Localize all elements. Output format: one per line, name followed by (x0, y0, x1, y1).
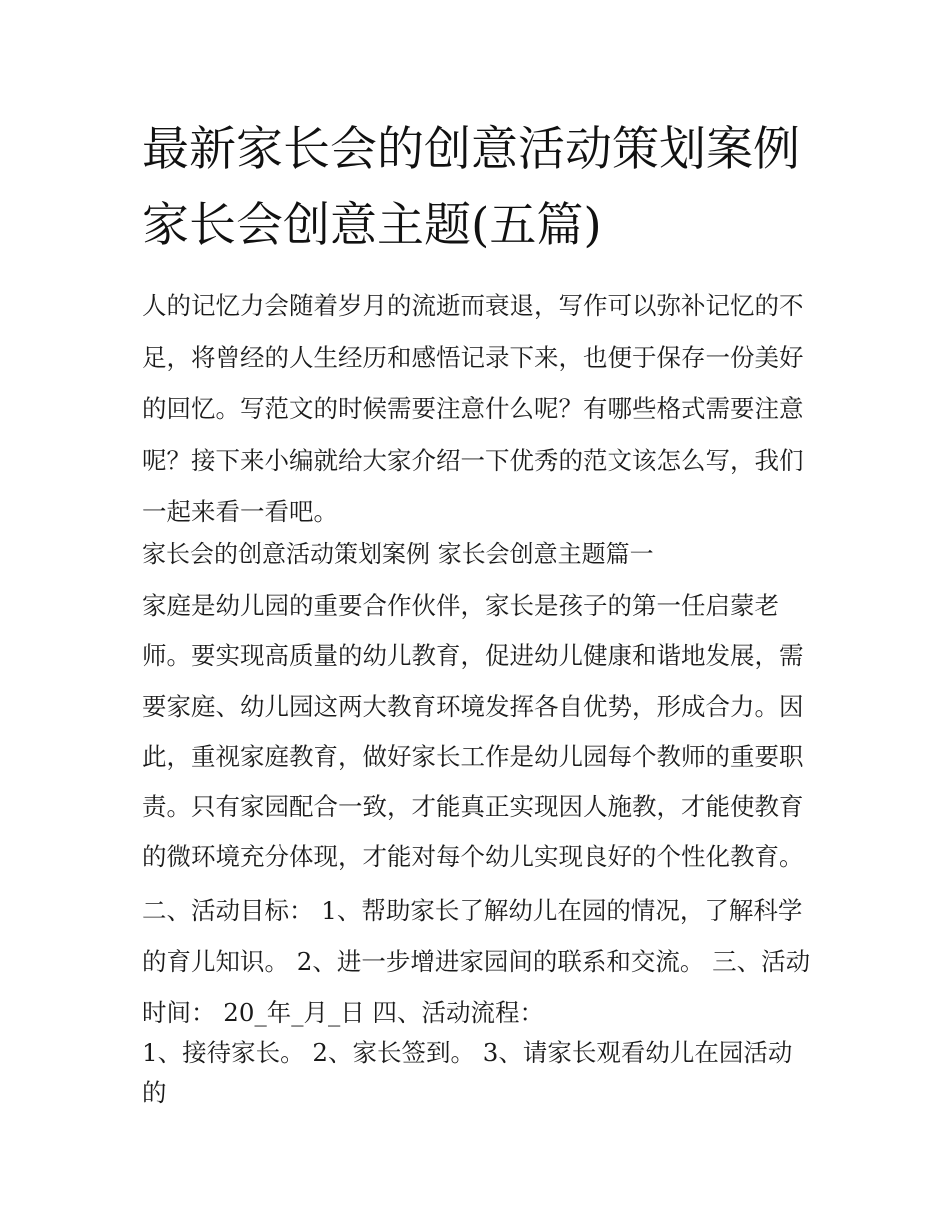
document-title: 最新家长会的创意活动策划案例 家长会创意主题(五篇) (142, 122, 800, 253)
section-heading: 家长会的创意活动策划案例 家长会创意主题篇一 (142, 540, 654, 568)
intro-paragraph: 人的记忆力会随着岁月的流逝而衰退，写作可以弥补记忆的不足，将曾经的人生经历和感悟记录下来，也便于保存一份美好的回忆。写范文的时候需要注意什么呢？有哪些格式需要注意呢？接下来小编就给大家介绍一下优秀的范文该怎么写，我们一起来看一看吧。 (142, 291, 804, 526)
body-paragraph-2: 二、活动目标： 1、帮助家长了解幼儿在园的情况，了解科学的育儿知识。 2、进一步增进家园间的联系和交流。 三、活动时间： 20_年_月_日 四、活动流程： (142, 896, 811, 1027)
body-paragraph-1: 家庭是幼儿园的重要合作伙伴，家长是孩子的第一任启蒙老师。要实现高质量的幼儿教育，促进幼儿健康和谐地发展，需要家庭、幼儿园这两大教育环境发挥各自优势，形成合力。因此，重视家庭教育，做好家长工作是幼儿园每个教师的重要职责。只有家园配合一致，才能真正实现因人施教，才能使教育的微环境充分体现，才能对每个幼儿实现良好的个性化教育。 (142, 591, 804, 872)
body-paragraph-3: 1、接待家长。 2、家长签到。 3、请家长观看幼儿在园活动的 (142, 1038, 793, 1107)
